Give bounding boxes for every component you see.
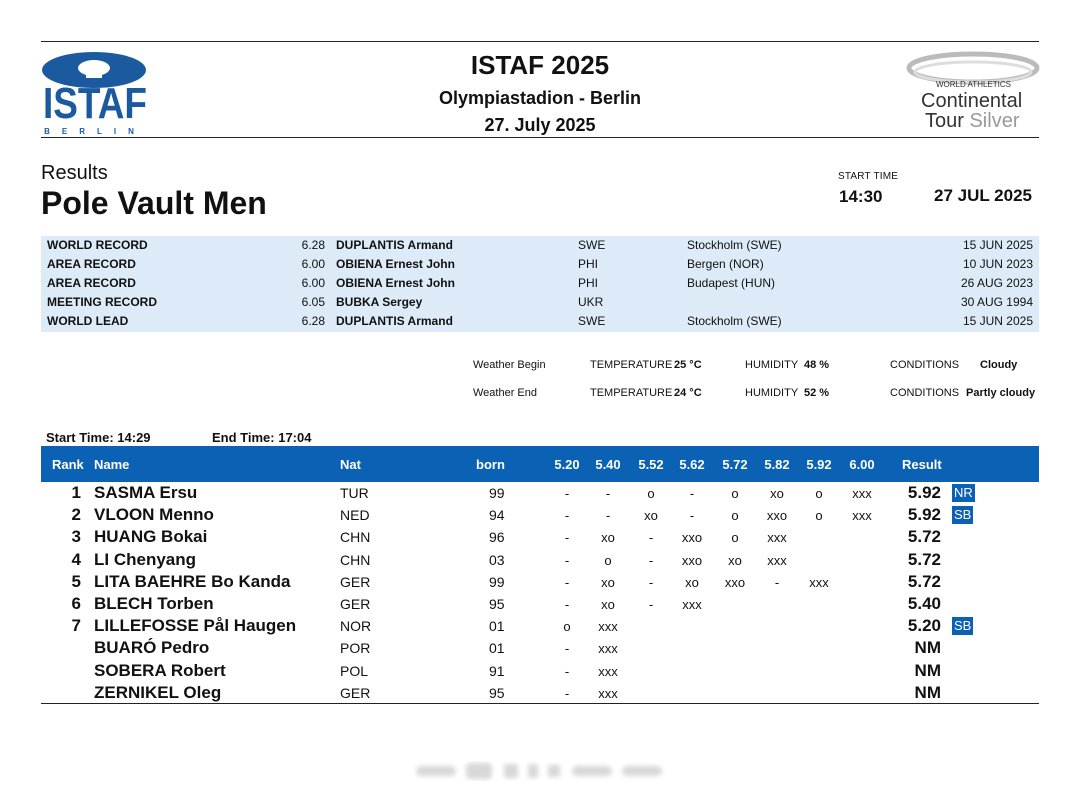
athlete-name: VLOON Menno: [94, 505, 214, 525]
col-height: 5.82: [764, 457, 790, 472]
athlete-born: 91: [489, 662, 505, 679]
attempt-cell: o: [815, 508, 823, 524]
attempt-cell: o: [731, 486, 739, 501]
athlete-nat: GER: [340, 573, 371, 590]
record-type: MEETING RECORD: [47, 295, 158, 309]
record-row: [41, 236, 1039, 255]
attempt-cell: -: [564, 663, 570, 679]
record-type: WORLD LEAD: [47, 314, 129, 328]
attempt-cell: -: [564, 597, 570, 612]
col-height: 6.00: [849, 457, 875, 472]
col-height: 5.92: [806, 457, 832, 472]
record-athlete: DUPLANTIS Armand: [336, 238, 453, 252]
weather-end-label: Weather End: [473, 387, 538, 399]
event-title: Pole Vault Men: [41, 185, 267, 221]
col-height: 5.40: [595, 457, 621, 472]
record-venue: Bergen (NOR): [687, 257, 764, 271]
attempt-cell: o: [731, 530, 739, 546]
athlete-result: 5.92: [907, 505, 941, 525]
athlete-result: 5.92: [907, 483, 941, 502]
attempt-cell: xxo: [681, 530, 703, 546]
athlete-name: ZERNIKEL Oleg: [94, 682, 222, 702]
record-row: [41, 255, 1039, 274]
record-mark: 6.00: [301, 257, 325, 271]
attempt-cell: -: [564, 486, 570, 501]
humidity-label: HUMIDITY: [745, 387, 799, 399]
record-athlete: OBIENA Ernest John: [336, 276, 455, 290]
attempt-cell: -: [648, 530, 654, 546]
temperature-value: 25 °C: [674, 359, 702, 371]
record-type: AREA RECORD: [47, 257, 136, 271]
athlete-nat: GER: [340, 596, 371, 612]
attempt-cell: xxx: [809, 574, 829, 590]
attempt-cell: -: [564, 574, 570, 590]
record-badge: SB: [954, 618, 972, 634]
results-label: Results: [41, 162, 108, 184]
attempt-cell: xxo: [766, 508, 788, 524]
athlete-born: 96: [489, 529, 505, 546]
athlete-nat: NOR: [340, 618, 372, 635]
athlete-rank: 4: [71, 549, 81, 569]
record-mark: 6.28: [301, 238, 325, 252]
blurred-watermark: [412, 760, 670, 782]
table-row: [41, 504, 1039, 526]
record-type: AREA RECORD: [47, 276, 136, 290]
attempt-cell: xxx: [852, 508, 872, 524]
tour-label: [925, 110, 1019, 133]
athlete-born: 01: [489, 618, 505, 635]
start-time-label: START TIME: [838, 171, 899, 182]
athlete-nat: POR: [340, 640, 371, 657]
athlete-result: 5.72: [907, 571, 941, 591]
athlete-result: 5.20: [907, 616, 941, 636]
attempt-cell: xxo: [724, 574, 746, 590]
table-bottom-rule: [41, 703, 1039, 704]
attempt-cell: xo: [728, 552, 742, 568]
svg-text:BERLIN: BERLIN: [44, 127, 146, 136]
col-height: 5.52: [638, 457, 664, 472]
record-date: 10 JUN 2023: [962, 257, 1033, 271]
athlete-born: 03: [489, 551, 505, 568]
athlete-rank: 7: [71, 616, 81, 636]
competition-start-time: Start Time: 14:29: [46, 430, 151, 445]
col-name: Name: [94, 457, 130, 472]
athlete-born: 95: [489, 684, 505, 701]
humidity-label: HUMIDITY: [745, 359, 799, 371]
event-date: 27 JUL 2025: [934, 186, 1032, 205]
conditions-value: Cloudy: [980, 359, 1018, 371]
record-date: 26 AUG 2023: [960, 276, 1033, 290]
results-table-header: [41, 446, 1039, 482]
attempt-cell: xxx: [598, 641, 618, 657]
temperature-value: 24 °C: [674, 387, 702, 399]
competition-end-time: End Time: 17:04: [212, 430, 312, 445]
humidity-value: 48 %: [804, 359, 830, 371]
col-result: Result: [902, 457, 942, 472]
record-athlete: OBIENA Ernest John: [336, 257, 455, 271]
athlete-result: NM: [914, 638, 941, 658]
table-row: [41, 549, 1039, 571]
meet-venue: Olympiastadion - Berlin: [438, 88, 642, 108]
record-nat: UKR: [578, 295, 604, 309]
athlete-born: 95: [489, 596, 505, 612]
attempt-cell: -: [564, 552, 570, 568]
attempt-cell: -: [648, 597, 654, 612]
world-athletics-label: WORLD ATHLETICS: [936, 80, 1011, 89]
table-row: [41, 637, 1039, 659]
attempt-cell: xo: [644, 508, 658, 524]
table-row: [41, 526, 1039, 548]
athlete-nat: GER: [340, 684, 371, 701]
attempt-cell: -: [648, 574, 654, 590]
athlete-result: NM: [914, 682, 941, 702]
athlete-nat: CHN: [340, 529, 371, 546]
athlete-born: 99: [489, 485, 505, 501]
header-bottom-rule: [41, 137, 1039, 138]
table-row: [41, 682, 1039, 704]
istaf-logo: [42, 50, 152, 136]
record-date: 15 JUN 2025: [962, 314, 1033, 328]
table-row: [41, 660, 1039, 682]
attempt-cell: xxo: [681, 552, 703, 568]
attempt-cell: -: [564, 530, 570, 546]
athlete-name: BUARÓ Pedro: [94, 638, 210, 658]
athlete-rank: 6: [71, 594, 81, 613]
temperature-label: TEMPERATURE: [590, 387, 673, 399]
continental-tour-logo: [905, 48, 1040, 136]
conditions-value: Partly cloudy: [966, 387, 1036, 399]
meet-date: 27. July 2025: [484, 115, 596, 135]
record-badge: SB: [954, 507, 972, 523]
record-mark: 6.05: [301, 295, 325, 309]
athlete-name: LILLEFOSSE Pål Haugen: [94, 616, 297, 636]
record-nat: SWE: [578, 314, 606, 328]
athlete-name: LITA BAEHRE Bo Kanda: [94, 571, 291, 591]
col-born: born: [476, 457, 505, 472]
athlete-born: 01: [489, 640, 505, 657]
attempt-cell: xo: [601, 574, 615, 590]
table-row: [41, 482, 1039, 504]
athlete-rank: 2: [71, 505, 81, 525]
record-row: [41, 312, 1039, 331]
athlete-result: 5.40: [907, 594, 941, 613]
record-venue: Budapest (HUN): [687, 276, 776, 290]
attempt-cell: -: [564, 641, 570, 657]
record-date: 15 JUN 2025: [962, 238, 1033, 252]
attempt-cell: -: [689, 508, 695, 524]
attempt-cell: xxx: [852, 486, 872, 501]
athlete-rank: 3: [71, 527, 81, 547]
athlete-name: SOBERA Robert: [94, 660, 226, 680]
col-nat: Nat: [340, 457, 361, 472]
attempt-cell: xxx: [598, 619, 618, 635]
athlete-nat: CHN: [340, 551, 371, 568]
record-row: [41, 293, 1039, 312]
attempt-cell: o: [815, 486, 823, 501]
record-venue: Stockholm (SWE): [687, 238, 782, 252]
attempt-cell: xxx: [767, 530, 787, 546]
attempt-cell: xo: [770, 486, 784, 501]
athlete-name: LI Chenyang: [94, 549, 197, 569]
athlete-result: 5.72: [907, 549, 941, 569]
record-mark: 6.28: [301, 314, 325, 328]
athlete-name: HUANG Bokai: [94, 527, 208, 547]
attempt-cell: -: [689, 486, 695, 501]
attempt-cell: o: [731, 508, 739, 524]
conditions-label: CONDITIONS: [890, 387, 960, 399]
attempt-cell: xxx: [598, 685, 618, 701]
attempt-cell: xxx: [598, 663, 618, 679]
weather-begin-label: Weather Begin: [473, 359, 546, 371]
attempt-cell: o: [563, 619, 571, 635]
conditions-label: CONDITIONS: [890, 359, 960, 371]
record-athlete: BUBKA Sergey: [336, 295, 423, 309]
humidity-value: 52 %: [804, 387, 830, 399]
record-nat: PHI: [578, 276, 599, 290]
meet-title: ISTAF 2025: [470, 50, 610, 80]
athlete-result: NM: [914, 660, 941, 680]
athlete-rank: 1: [71, 483, 81, 502]
col-height: 5.72: [722, 457, 748, 472]
record-row: [41, 274, 1039, 293]
record-nat: PHI: [578, 257, 599, 271]
silver-word: Silver: [969, 110, 1020, 132]
records-box: [41, 236, 1039, 332]
attempt-cell: -: [774, 574, 780, 590]
attempt-cell: -: [564, 508, 570, 524]
col-height: 5.62: [679, 457, 705, 472]
temperature-label: TEMPERATURE: [590, 359, 673, 371]
table-row: [41, 615, 1039, 637]
table-row: [41, 593, 1039, 615]
record-type: WORLD RECORD: [47, 238, 148, 252]
attempt-cell: o: [647, 486, 655, 501]
athlete-name: SASMA Ersu: [94, 483, 198, 502]
svg-text:ISTAF: ISTAF: [43, 79, 147, 128]
attempt-cell: xo: [601, 530, 615, 546]
athlete-born: 94: [489, 507, 505, 524]
record-athlete: DUPLANTIS Armand: [336, 314, 453, 328]
col-height: 5.20: [554, 457, 580, 472]
athlete-result: 5.72: [907, 527, 941, 547]
start-time-value: 14:30: [839, 187, 883, 206]
athlete-name: BLECH Torben: [94, 594, 214, 613]
record-venue: Stockholm (SWE): [687, 314, 782, 328]
attempt-cell: -: [564, 685, 570, 701]
attempt-cell: -: [605, 486, 611, 501]
record-nat: SWE: [578, 238, 606, 252]
table-row: [41, 571, 1039, 593]
attempt-cell: o: [604, 552, 612, 568]
athlete-nat: POL: [340, 662, 369, 679]
top-rule: [41, 41, 1039, 42]
athlete-nat: TUR: [340, 485, 369, 501]
athlete-nat: NED: [340, 507, 370, 524]
record-date: 30 AUG 1994: [960, 295, 1033, 309]
athlete-rank: 5: [71, 571, 81, 591]
attempt-cell: -: [605, 508, 611, 524]
record-badge: NR: [954, 485, 973, 500]
athlete-born: 99: [489, 573, 505, 590]
attempt-cell: xo: [685, 574, 699, 590]
attempt-cell: xo: [601, 597, 615, 612]
attempt-cell: xxx: [767, 552, 787, 568]
tour-word: Tour: [925, 110, 964, 132]
continental-label: Continental: [921, 90, 1023, 112]
col-rank: Rank: [52, 457, 84, 472]
attempt-cell: -: [648, 552, 654, 568]
attempt-cell: xxx: [682, 597, 702, 612]
record-mark: 6.00: [301, 276, 325, 290]
